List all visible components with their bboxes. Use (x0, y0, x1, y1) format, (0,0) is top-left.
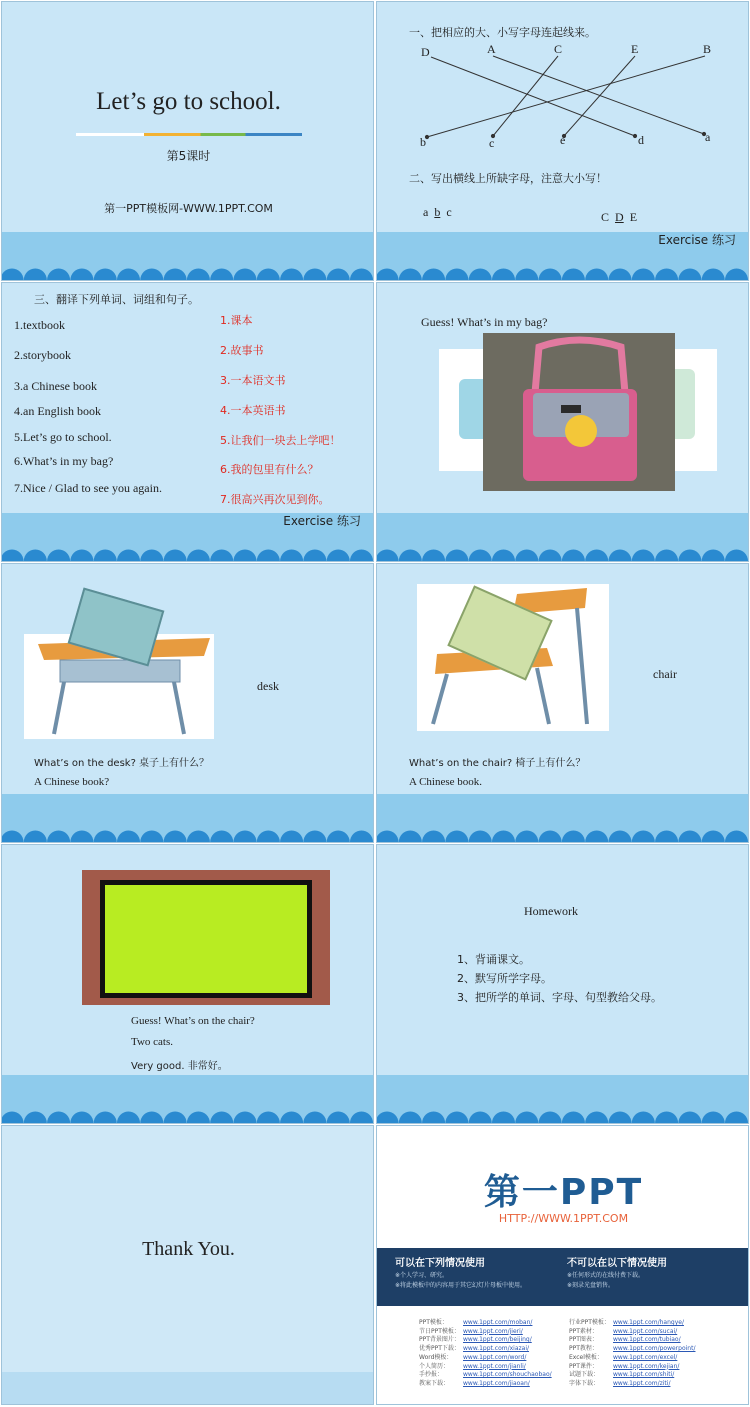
link-label: PPT模板： (419, 1319, 448, 1326)
wave-bump (725, 831, 748, 843)
wave-bump (469, 1112, 492, 1124)
homework-item: 3、把所学的单词、字母、句型教给父母。 (457, 991, 662, 1004)
wave-bump (748, 831, 749, 843)
link-row (569, 1354, 739, 1363)
question-1: 一、把相应的大、小写字母连起线来。 (409, 26, 596, 39)
wave-bump (234, 269, 257, 281)
english-item: 5.Let’s go to school. (14, 430, 112, 444)
wave-bump (187, 269, 210, 281)
wave-bump (539, 269, 562, 281)
english-item: 6.What’s in my bag? (14, 454, 114, 468)
wave-bump (70, 550, 93, 562)
link-label: 教案下载： (419, 1379, 450, 1387)
wave-bump (187, 1112, 210, 1124)
homework-item: 1、背诵课文。 (457, 953, 530, 966)
wave-bump (492, 1112, 515, 1124)
link-label: PPT课件： (569, 1362, 598, 1370)
wave-bump (280, 269, 303, 281)
wave-bump (422, 831, 445, 843)
exercise-label: Exercise 练习 (658, 233, 736, 247)
slide-10[interactable] (376, 1125, 749, 1405)
wave-bump (303, 269, 326, 281)
cats-praise-text: Very good. 非常好。 (131, 1061, 228, 1072)
wave-bump (280, 550, 303, 562)
wave-bump (303, 550, 326, 562)
chair-answer: A Chinese book. (409, 776, 483, 788)
wave-bump (377, 550, 399, 562)
wave-bump (187, 831, 210, 843)
wave-decoration (377, 794, 749, 842)
wave-bump (585, 1112, 608, 1124)
link-label: Word模板： (419, 1353, 453, 1361)
wave-decoration (377, 513, 749, 561)
wave-bump (702, 1112, 725, 1124)
wave-decoration (377, 1075, 749, 1123)
link-url[interactable]: www.1ppt.com/ziti/ (613, 1379, 671, 1387)
slide-1[interactable] (1, 1, 374, 281)
seq2-blank: D (615, 210, 624, 224)
wave-bump (748, 550, 749, 562)
wave-bump (94, 550, 117, 562)
usage-band (377, 1248, 748, 1306)
wave-bump (469, 550, 492, 562)
wave-decoration (2, 794, 374, 842)
logo-text: 第一PPT (483, 1172, 644, 1213)
lower-letter-a: a (705, 130, 711, 144)
slide-2[interactable] (376, 1, 749, 281)
cats-question: Guess! What’s on the chair? (131, 1015, 255, 1027)
link-label: 行业PPT模板： (569, 1319, 610, 1326)
link-url[interactable]: www.1ppt.com/hangye/ (613, 1319, 684, 1326)
site-url: HTTP://WWW.1PPT.COM (498, 1212, 629, 1225)
wave-bump (655, 550, 678, 562)
wave-bump (373, 831, 374, 843)
wave-bump (24, 269, 47, 281)
wave-bump (377, 1112, 399, 1124)
wave-bump (2, 550, 24, 562)
wave-bump (47, 1112, 70, 1124)
wave-bump (632, 550, 655, 561)
wave-bump (47, 831, 70, 843)
wave-bump (655, 831, 678, 843)
thank-you-text: Thank You. (142, 1238, 235, 1260)
lower-letter-e: e (560, 133, 566, 147)
lower-letter-c: c (489, 136, 495, 150)
slide-6[interactable] (376, 563, 749, 843)
wave-bump (210, 831, 233, 843)
wave-bump (47, 550, 70, 562)
can-use-title: 可以在下列情况使用 (395, 1258, 485, 1269)
site-credit: 第一PPT模板网-WWW.1PPT.COM (104, 202, 273, 215)
cannot-use-item: ※刻录光盘销售。 (567, 1282, 615, 1289)
wave-bump (492, 269, 515, 281)
link-url[interactable]: www.1ppt.com/word/ (463, 1353, 527, 1361)
link-label: PPT教程： (569, 1345, 598, 1353)
link-label: Excel模板： (569, 1353, 603, 1361)
wave-bump (539, 1112, 562, 1124)
wave-bump (632, 1112, 655, 1123)
cannot-use-title: 不可以在以下情况使用 (567, 1258, 667, 1269)
link-label: PPT背景图片： (419, 1336, 460, 1344)
slide-title: Let’s go to school. (96, 88, 281, 115)
link-row (419, 1380, 569, 1389)
link-url[interactable]: www.1ppt.com/tubiao/ (613, 1336, 681, 1344)
link-url[interactable]: www.1ppt.com/shiti/ (613, 1371, 675, 1379)
wave-bump (399, 831, 422, 843)
wave-bump (234, 831, 257, 843)
can-use-item: ※将此模板中的内容用于其它幻灯片母板中使用。 (395, 1282, 527, 1289)
links-column-left (419, 1319, 569, 1389)
seq1-a: a (423, 205, 429, 219)
link-url[interactable]: www.1ppt.com/excel/ (613, 1353, 678, 1361)
wave-bump (562, 550, 585, 562)
wave-bump (632, 269, 655, 280)
wave-bump (2, 1112, 24, 1124)
wave-bump (469, 831, 492, 843)
wave-bump (70, 1112, 93, 1124)
wave-bump (515, 831, 538, 843)
wave-bump (140, 831, 163, 843)
wave-bump (234, 550, 257, 562)
chinese-item: 7.很高兴再次见到你。 (220, 493, 330, 506)
wave-bump (445, 550, 468, 562)
wave-bump (94, 269, 117, 281)
seq1-c: c (446, 205, 452, 219)
video-frame (82, 870, 330, 1005)
wave-bump (280, 1112, 303, 1124)
link-url[interactable]: www.1ppt.com/powerpoint/ (613, 1345, 696, 1353)
translate-heading: 三、翻译下列单词、词组和句子。 (34, 293, 199, 306)
slide-5[interactable] (1, 563, 374, 843)
wave-bump (399, 1112, 422, 1124)
wave-bump (327, 550, 350, 562)
seq1-blank: b (434, 205, 441, 219)
wave-bump (373, 1112, 374, 1124)
wave-bump (373, 550, 374, 562)
wave-bump (445, 831, 468, 843)
pink-bag-photo (483, 333, 675, 491)
chair-question-text: What’s on the chair? 椅子上有什么？ (409, 758, 586, 769)
wave-bump (609, 831, 632, 843)
wave-bump (632, 831, 655, 842)
upper-letter-c: C (554, 42, 563, 56)
wave-bump (2, 831, 24, 843)
bottom-strip (2, 1372, 373, 1404)
upper-letter-e: E (631, 42, 639, 56)
wave-bump (702, 831, 725, 843)
lesson-number: 第5课时 (166, 149, 211, 163)
wave-bump (210, 269, 233, 281)
wave-bump (702, 550, 725, 562)
chinese-item: 3.一本语文书 (220, 374, 286, 387)
wave-bump (377, 831, 399, 843)
slide-9[interactable] (1, 1125, 374, 1405)
link-label: PPT图表： (569, 1336, 598, 1344)
link-label: 试题下载： (569, 1371, 600, 1379)
link-row (569, 1345, 739, 1354)
wave-bump (539, 550, 562, 562)
wave-bump (377, 269, 399, 281)
wave-decoration (2, 1075, 374, 1123)
wave-bump (445, 269, 468, 281)
wave-bump (585, 831, 608, 843)
desk-question (34, 754, 209, 769)
wave-bump (350, 269, 373, 281)
sequence-1 (423, 205, 452, 220)
link-url[interactable]: www.1ppt.com/shouchaobao/ (463, 1371, 552, 1379)
wave-bump (562, 1112, 585, 1124)
wave-bump (94, 1112, 117, 1124)
upper-letter-b: B (703, 42, 712, 56)
wave-bump (678, 831, 701, 843)
wave-decoration (2, 232, 374, 280)
english-item: 1.textbook (14, 318, 65, 332)
link-row (419, 1354, 569, 1363)
link-url[interactable]: www.1ppt.com/jieri/ (463, 1327, 523, 1335)
link-url[interactable]: www.1ppt.com/sucai/ (613, 1327, 678, 1335)
link-label: 字体下载： (569, 1379, 600, 1387)
wave-bump (164, 1112, 187, 1124)
link-url[interactable]: www.1ppt.com/jianli/ (463, 1362, 526, 1370)
wave-bump (117, 269, 140, 281)
wave-bump (562, 831, 585, 843)
slide-8[interactable] (376, 844, 749, 1124)
wave-bump (515, 550, 538, 562)
link-row (569, 1363, 739, 1372)
chinese-item: 5.让我们一块去上学吧！ (220, 434, 341, 447)
wave-bump (210, 1112, 233, 1124)
wave-bump (164, 831, 187, 843)
chinese-item: 6.我的包里有什么？ (220, 463, 319, 476)
wave-bump (422, 550, 445, 562)
link-url[interactable]: www.1ppt.com/xiazai/ (463, 1345, 530, 1353)
slide-3[interactable] (1, 282, 374, 562)
wave-bump (117, 831, 140, 843)
wave-bump (445, 1112, 468, 1124)
link-url[interactable]: www.1ppt.com/kejian/ (613, 1362, 680, 1370)
seq2-e: E (629, 210, 638, 224)
wave-bump (678, 1112, 701, 1124)
wave-bump (655, 269, 678, 281)
wave-bump (234, 1112, 257, 1124)
wave-bump (515, 1112, 538, 1124)
wave-bump (350, 831, 373, 843)
wave-bump (492, 550, 515, 562)
chair-word: chair (653, 667, 677, 681)
video-screen (100, 880, 312, 998)
link-row (419, 1336, 569, 1345)
link-row (419, 1345, 569, 1354)
wave-bump (327, 269, 350, 281)
wave-bump (24, 1112, 47, 1124)
link-url[interactable]: www.1ppt.com/beijing/ (463, 1336, 532, 1344)
wave-bump (350, 1112, 373, 1124)
wave-bump (70, 269, 93, 281)
wave-bump (187, 550, 210, 562)
wave-bump (748, 1112, 749, 1124)
wave-bump (350, 550, 373, 562)
link-label: PPT素材： (569, 1327, 598, 1335)
link-url[interactable]: www.1ppt.com/jiaoan/ (463, 1379, 530, 1387)
english-item: 2.storybook (14, 348, 71, 362)
wave-bump (24, 550, 47, 562)
chair-question (409, 754, 585, 769)
wave-bump (585, 550, 608, 562)
wave-bump (164, 269, 187, 281)
wave-bump (702, 269, 725, 281)
cannot-use-item: ※任何形式的在线付费下载。 (567, 1272, 645, 1279)
lower-letter-d: d (638, 133, 644, 147)
wave-bump (257, 550, 280, 561)
wave-bump (24, 831, 47, 843)
chinese-item: 1.课本 (220, 314, 253, 327)
lower-letter-b: b (420, 135, 426, 149)
link-row (419, 1371, 569, 1380)
wave-bump (422, 269, 445, 281)
sequence-2 (601, 210, 637, 225)
wave-bump (562, 269, 585, 281)
slide-7[interactable] (1, 844, 374, 1124)
link-row (419, 1363, 569, 1372)
upper-letter-a: A (487, 42, 496, 56)
can-use-item: ※个人学习、研究。 (395, 1272, 449, 1279)
wave-bump (748, 269, 749, 281)
wave-bump (399, 550, 422, 562)
guess-bag-question: Guess! What’s in my bag? (421, 315, 548, 329)
wave-bump (515, 269, 538, 281)
wave-bump (2, 269, 24, 281)
homework-title: Homework (524, 904, 578, 918)
english-item: 4.an English book (14, 404, 101, 418)
english-item: 3.a Chinese book (14, 379, 97, 393)
desk-word: desk (257, 679, 279, 693)
wave-bump (609, 269, 632, 281)
wave-bump (609, 1112, 632, 1124)
link-label: 节日PPT模板： (419, 1327, 460, 1335)
link-url[interactable]: www.1ppt.com/moban/ (463, 1319, 533, 1326)
seq2-c: C (601, 210, 610, 224)
wave-bump (210, 550, 233, 562)
wave-bump (140, 269, 163, 281)
link-label: 优秀PPT下载： (419, 1345, 460, 1353)
homework-item: 2、默写所学字母。 (457, 972, 552, 985)
wave-bump (140, 550, 163, 562)
desk-question-text: What’s on the desk? 桌子上有什么？ (34, 758, 210, 769)
link-row (569, 1371, 739, 1380)
wave-bump (678, 550, 701, 562)
english-item: 7.Nice / Glad to see you again. (14, 481, 162, 495)
wave-bump (280, 831, 303, 843)
wave-bump (492, 831, 515, 843)
wave-bump (164, 550, 187, 562)
link-label: 手抄报： (419, 1371, 444, 1379)
wave-bump (422, 1112, 445, 1124)
wave-bump (257, 1112, 280, 1123)
title-underline (76, 133, 302, 136)
wave-bump (539, 831, 562, 843)
wave-bump (725, 1112, 748, 1124)
wave-bump (725, 550, 748, 562)
wave-bump (327, 831, 350, 843)
wave-bump (303, 1112, 326, 1124)
wave-bump (257, 269, 280, 280)
link-row (419, 1319, 569, 1328)
wave-bump (70, 831, 93, 843)
wave-bump (327, 1112, 350, 1124)
wave-bump (609, 550, 632, 562)
exercise-label: Exercise 练习 (283, 514, 361, 528)
cats-praise (131, 1057, 228, 1072)
wave-bump (678, 269, 701, 281)
wave-bump (117, 550, 140, 562)
chinese-item: 4.一本英语书 (220, 404, 286, 417)
links-column-right (569, 1319, 739, 1389)
cats-answer: Two cats. (131, 1036, 173, 1048)
wave-bump (94, 831, 117, 843)
slide-4[interactable] (376, 282, 749, 562)
wave-bump (469, 269, 492, 281)
wave-bump (399, 269, 422, 281)
upper-letter-d: D (421, 45, 430, 59)
chinese-item: 2.故事书 (220, 344, 264, 357)
wave-bump (140, 1112, 163, 1124)
wave-bump (725, 269, 748, 281)
link-row (569, 1319, 739, 1328)
link-row (569, 1380, 739, 1389)
wave-bump (117, 1112, 140, 1124)
desk-answer-1: A Chinese book? (34, 776, 110, 788)
wave-bump (257, 831, 280, 842)
wave-bump (585, 269, 608, 281)
wave-bump (47, 269, 70, 281)
link-label: 个人简历： (419, 1362, 450, 1370)
question-2: 二、写出横线上所缺字母，注意大小写！ (409, 172, 607, 185)
wave-bump (655, 1112, 678, 1124)
wave-bump (373, 269, 374, 281)
link-row (569, 1336, 739, 1345)
wave-bump (303, 831, 326, 843)
